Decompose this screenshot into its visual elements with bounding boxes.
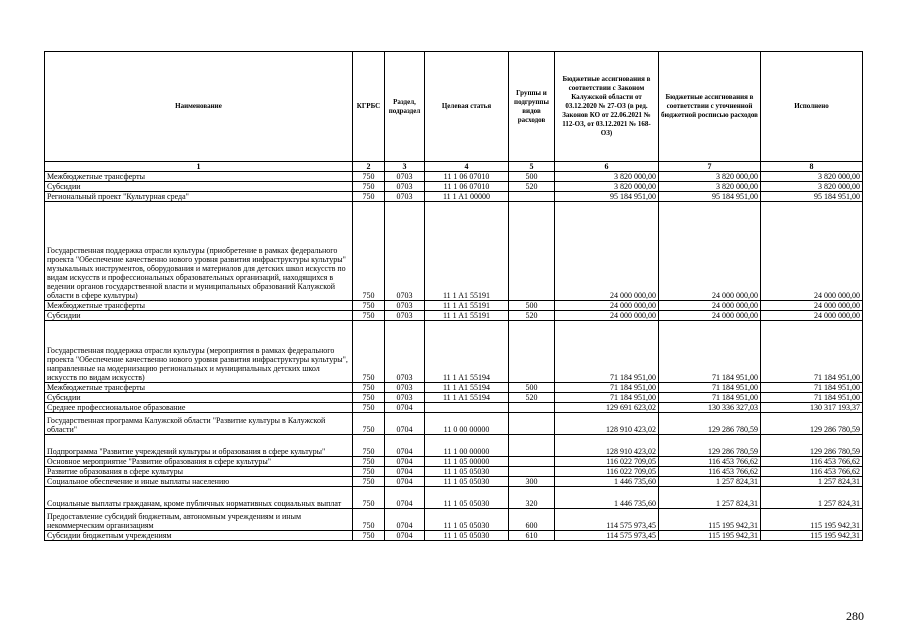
cell-name: Межбюджетные трансферты (45, 301, 353, 311)
cell-roster: 71 184 951,00 (659, 321, 761, 383)
cell-target: 11 1 06 07010 (425, 172, 509, 182)
header-roster-allocations: Бюджетные ассигнования в соответствии с уточненной бюджетной росписью расходов (659, 52, 761, 162)
cell-name: Социальное обеспечение и иные выплаты населению (45, 477, 353, 487)
table-row (45, 403, 863, 413)
cell-target: 11 1 05 05030 (425, 531, 509, 541)
cell-section: 0703 (385, 182, 425, 192)
header-executed: Исполнено (761, 52, 863, 162)
cell-law: 116 022 709,05 (555, 457, 659, 467)
cell-target: 11 1 A1 55194 (425, 383, 509, 393)
cell-done: 129 286 780,59 (761, 435, 863, 457)
header-name: Наименование (45, 52, 353, 162)
cell-done: 24 000 000,00 (761, 301, 863, 311)
cell-target: 11 1 A1 55194 (425, 393, 509, 403)
cell-section: 0703 (385, 172, 425, 182)
cell-law: 3 820 000,00 (555, 182, 659, 192)
cell-target: 11 1 05 05030 (425, 467, 509, 477)
cell-done: 71 184 951,00 (761, 321, 863, 383)
cell-name: Государственная поддержка отрасли культуры (мероприятия в рамках федерального проекта "Обеспечение качественно нового уровня развития инфраструктуры культуры", направленные на модернизацию региональных и муниципальных детских школ искусств по видам искусств) (45, 321, 353, 383)
cell-section: 0704 (385, 467, 425, 477)
cell-done: 1 257 824,31 (761, 477, 863, 487)
column-index: 3 (385, 162, 425, 172)
cell-kgrbs: 750 (353, 301, 385, 311)
column-index: 8 (761, 162, 863, 172)
cell-group: 610 (509, 531, 555, 541)
cell-law: 71 184 951,00 (555, 383, 659, 393)
cell-roster: 1 257 824,31 (659, 477, 761, 487)
page-number: 280 (846, 609, 864, 623)
cell-section: 0703 (385, 301, 425, 311)
cell-roster: 3 820 000,00 (659, 182, 761, 192)
cell-group (509, 202, 555, 301)
cell-target: 11 1 05 05030 (425, 509, 509, 531)
cell-target: 11 1 A1 55194 (425, 321, 509, 383)
cell-roster: 129 286 780,59 (659, 435, 761, 457)
cell-done: 24 000 000,00 (761, 202, 863, 301)
cell-group: 520 (509, 182, 555, 192)
table-row (45, 531, 863, 541)
cell-roster: 95 184 951,00 (659, 192, 761, 202)
cell-roster: 116 453 766,62 (659, 467, 761, 477)
table-row (45, 182, 863, 192)
column-index: 6 (555, 162, 659, 172)
table-row (45, 393, 863, 403)
cell-section: 0703 (385, 202, 425, 301)
table-row (45, 487, 863, 509)
cell-section: 0704 (385, 413, 425, 435)
cell-law: 24 000 000,00 (555, 202, 659, 301)
cell-section: 0704 (385, 509, 425, 531)
cell-done: 129 286 780,59 (761, 413, 863, 435)
cell-group (509, 457, 555, 467)
cell-done: 116 453 766,62 (761, 457, 863, 467)
cell-group: 600 (509, 509, 555, 531)
cell-target: 11 1 A1 55191 (425, 311, 509, 321)
cell-roster: 24 000 000,00 (659, 311, 761, 321)
cell-kgrbs: 750 (353, 321, 385, 383)
cell-law: 24 000 000,00 (555, 301, 659, 311)
cell-kgrbs: 750 (353, 509, 385, 531)
column-index: 4 (425, 162, 509, 172)
cell-section: 0703 (385, 192, 425, 202)
cell-kgrbs: 750 (353, 435, 385, 457)
column-index: 7 (659, 162, 761, 172)
cell-name: Субсидии (45, 182, 353, 192)
table-row (45, 413, 863, 435)
cell-done: 115 195 942,31 (761, 509, 863, 531)
cell-group (509, 321, 555, 383)
cell-group (509, 413, 555, 435)
cell-law: 128 910 423,02 (555, 413, 659, 435)
cell-roster: 116 453 766,62 (659, 457, 761, 467)
table-row (45, 467, 863, 477)
cell-law: 1 446 735,60 (555, 477, 659, 487)
cell-law: 128 910 423,02 (555, 435, 659, 457)
cell-law: 114 575 973,45 (555, 531, 659, 541)
cell-section: 0703 (385, 321, 425, 383)
cell-target: 11 1 A1 55191 (425, 301, 509, 311)
cell-law: 114 575 973,45 (555, 509, 659, 531)
cell-name: Региональный проект "Культурная среда" (45, 192, 353, 202)
cell-roster: 3 820 000,00 (659, 172, 761, 182)
cell-roster: 129 286 780,59 (659, 413, 761, 435)
cell-done: 71 184 951,00 (761, 393, 863, 403)
cell-name: Среднее профессиональное образование (45, 403, 353, 413)
cell-done: 130 317 193,37 (761, 403, 863, 413)
cell-kgrbs: 750 (353, 311, 385, 321)
cell-target: 11 1 05 00000 (425, 457, 509, 467)
table-row (45, 383, 863, 393)
cell-section: 0703 (385, 383, 425, 393)
cell-law: 71 184 951,00 (555, 393, 659, 403)
cell-kgrbs: 750 (353, 477, 385, 487)
cell-kgrbs: 750 (353, 202, 385, 301)
cell-section: 0704 (385, 487, 425, 509)
cell-kgrbs: 750 (353, 393, 385, 403)
cell-group (509, 403, 555, 413)
cell-kgrbs: 750 (353, 413, 385, 435)
cell-group: 500 (509, 172, 555, 182)
cell-done: 116 453 766,62 (761, 467, 863, 477)
cell-target: 11 1 05 05030 (425, 477, 509, 487)
cell-section: 0704 (385, 403, 425, 413)
cell-law: 116 022 709,05 (555, 467, 659, 477)
cell-roster: 130 336 327,03 (659, 403, 761, 413)
cell-roster: 115 195 942,31 (659, 531, 761, 541)
cell-kgrbs: 750 (353, 172, 385, 182)
cell-group (509, 192, 555, 202)
header-law-allocations: Бюджетные ассигнования в соответствии с Законом Калужской области от 03.12.2020 № 27-ОЗ (в ред. Законов КО от 22.06.2021 № 112-ОЗ, от 03.12.2021 № 168-ОЗ) (555, 52, 659, 162)
header-target: Целевая статья (425, 52, 509, 162)
cell-law: 24 000 000,00 (555, 311, 659, 321)
cell-group (509, 467, 555, 477)
cell-roster: 71 184 951,00 (659, 383, 761, 393)
cell-law: 95 184 951,00 (555, 192, 659, 202)
table-row (45, 301, 863, 311)
cell-law: 71 184 951,00 (555, 321, 659, 383)
cell-done: 95 184 951,00 (761, 192, 863, 202)
cell-done: 71 184 951,00 (761, 383, 863, 393)
cell-roster: 1 257 824,31 (659, 487, 761, 509)
column-index: 1 (45, 162, 353, 172)
cell-law: 129 691 623,02 (555, 403, 659, 413)
table-row (45, 192, 863, 202)
cell-section: 0704 (385, 531, 425, 541)
cell-group: 520 (509, 311, 555, 321)
cell-section: 0703 (385, 393, 425, 403)
cell-group: 300 (509, 477, 555, 487)
table-row (45, 435, 863, 457)
column-index-row (45, 162, 863, 172)
budget-table (44, 51, 863, 541)
cell-done: 24 000 000,00 (761, 311, 863, 321)
header-row (45, 52, 863, 162)
header-group: Группы и подгруппы видов расходов (509, 52, 555, 162)
cell-name: Подпрограмма "Развитие учреждений культуры и образования в сфере культуры" (45, 435, 353, 457)
cell-section: 0704 (385, 435, 425, 457)
table-row (45, 202, 863, 301)
cell-roster: 115 195 942,31 (659, 509, 761, 531)
cell-name: Основное мероприятие "Развитие образования в сфере культуры" (45, 457, 353, 467)
cell-target: 11 1 06 07010 (425, 182, 509, 192)
cell-target: 11 1 05 05030 (425, 487, 509, 509)
cell-kgrbs: 750 (353, 457, 385, 467)
table-row (45, 457, 863, 467)
cell-kgrbs: 750 (353, 531, 385, 541)
cell-roster: 71 184 951,00 (659, 393, 761, 403)
cell-target: 11 1 A1 00000 (425, 192, 509, 202)
table-row (45, 172, 863, 182)
cell-name: Субсидии (45, 311, 353, 321)
cell-kgrbs: 750 (353, 487, 385, 509)
column-index: 5 (509, 162, 555, 172)
cell-kgrbs: 750 (353, 182, 385, 192)
table-row (45, 477, 863, 487)
cell-name: Межбюджетные трансферты (45, 383, 353, 393)
cell-name: Субсидии бюджетным учреждениям (45, 531, 353, 541)
cell-roster: 24 000 000,00 (659, 202, 761, 301)
cell-name: Развитие образования в сфере культуры (45, 467, 353, 477)
cell-name: Межбюджетные трансферты (45, 172, 353, 182)
cell-law: 1 446 735,60 (555, 487, 659, 509)
cell-kgrbs: 750 (353, 467, 385, 477)
cell-target: 11 1 A1 55191 (425, 202, 509, 301)
cell-done: 3 820 000,00 (761, 182, 863, 192)
cell-kgrbs: 750 (353, 403, 385, 413)
table-row (45, 311, 863, 321)
cell-name: Государственная программа Калужской области "Развитие культуры в Калужской области" (45, 413, 353, 435)
cell-group: 520 (509, 393, 555, 403)
cell-section: 0704 (385, 477, 425, 487)
cell-section: 0704 (385, 457, 425, 467)
table-row (45, 321, 863, 383)
header-kgrbs: КГРБС (353, 52, 385, 162)
cell-name: Субсидии (45, 393, 353, 403)
cell-target: 11 0 00 00000 (425, 413, 509, 435)
column-index: 2 (353, 162, 385, 172)
cell-name: Государственная поддержка отрасли культуры (приобретение в рамках федерального проекта "Обеспечение качественно нового уровня развития инфраструктуры культуры" музыкальных инструментов, оборудования и материалов для детских школ искусств по видам искусств и профессиональных образовательных организаций, находящихся в ведении органов государственной власти и муниципальных образований Калужской области в сфере культуры) (45, 202, 353, 301)
cell-name: Социальные выплаты гражданам, кроме публичных нормативных социальных выплат (45, 487, 353, 509)
cell-group: 320 (509, 487, 555, 509)
cell-name: Предоставление субсидий бюджетным, автономным учреждениям и иным некоммерческим организациям (45, 509, 353, 531)
cell-group (509, 435, 555, 457)
cell-done: 3 820 000,00 (761, 172, 863, 182)
cell-done: 115 195 942,31 (761, 531, 863, 541)
cell-kgrbs: 750 (353, 383, 385, 393)
cell-group: 500 (509, 383, 555, 393)
cell-kgrbs: 750 (353, 192, 385, 202)
cell-law: 3 820 000,00 (555, 172, 659, 182)
cell-target: 11 1 00 00000 (425, 435, 509, 457)
table-row (45, 509, 863, 531)
cell-section: 0703 (385, 311, 425, 321)
cell-done: 1 257 824,31 (761, 487, 863, 509)
header-section: Раздел, подраздел (385, 52, 425, 162)
cell-group: 500 (509, 301, 555, 311)
cell-target (425, 403, 509, 413)
cell-roster: 24 000 000,00 (659, 301, 761, 311)
